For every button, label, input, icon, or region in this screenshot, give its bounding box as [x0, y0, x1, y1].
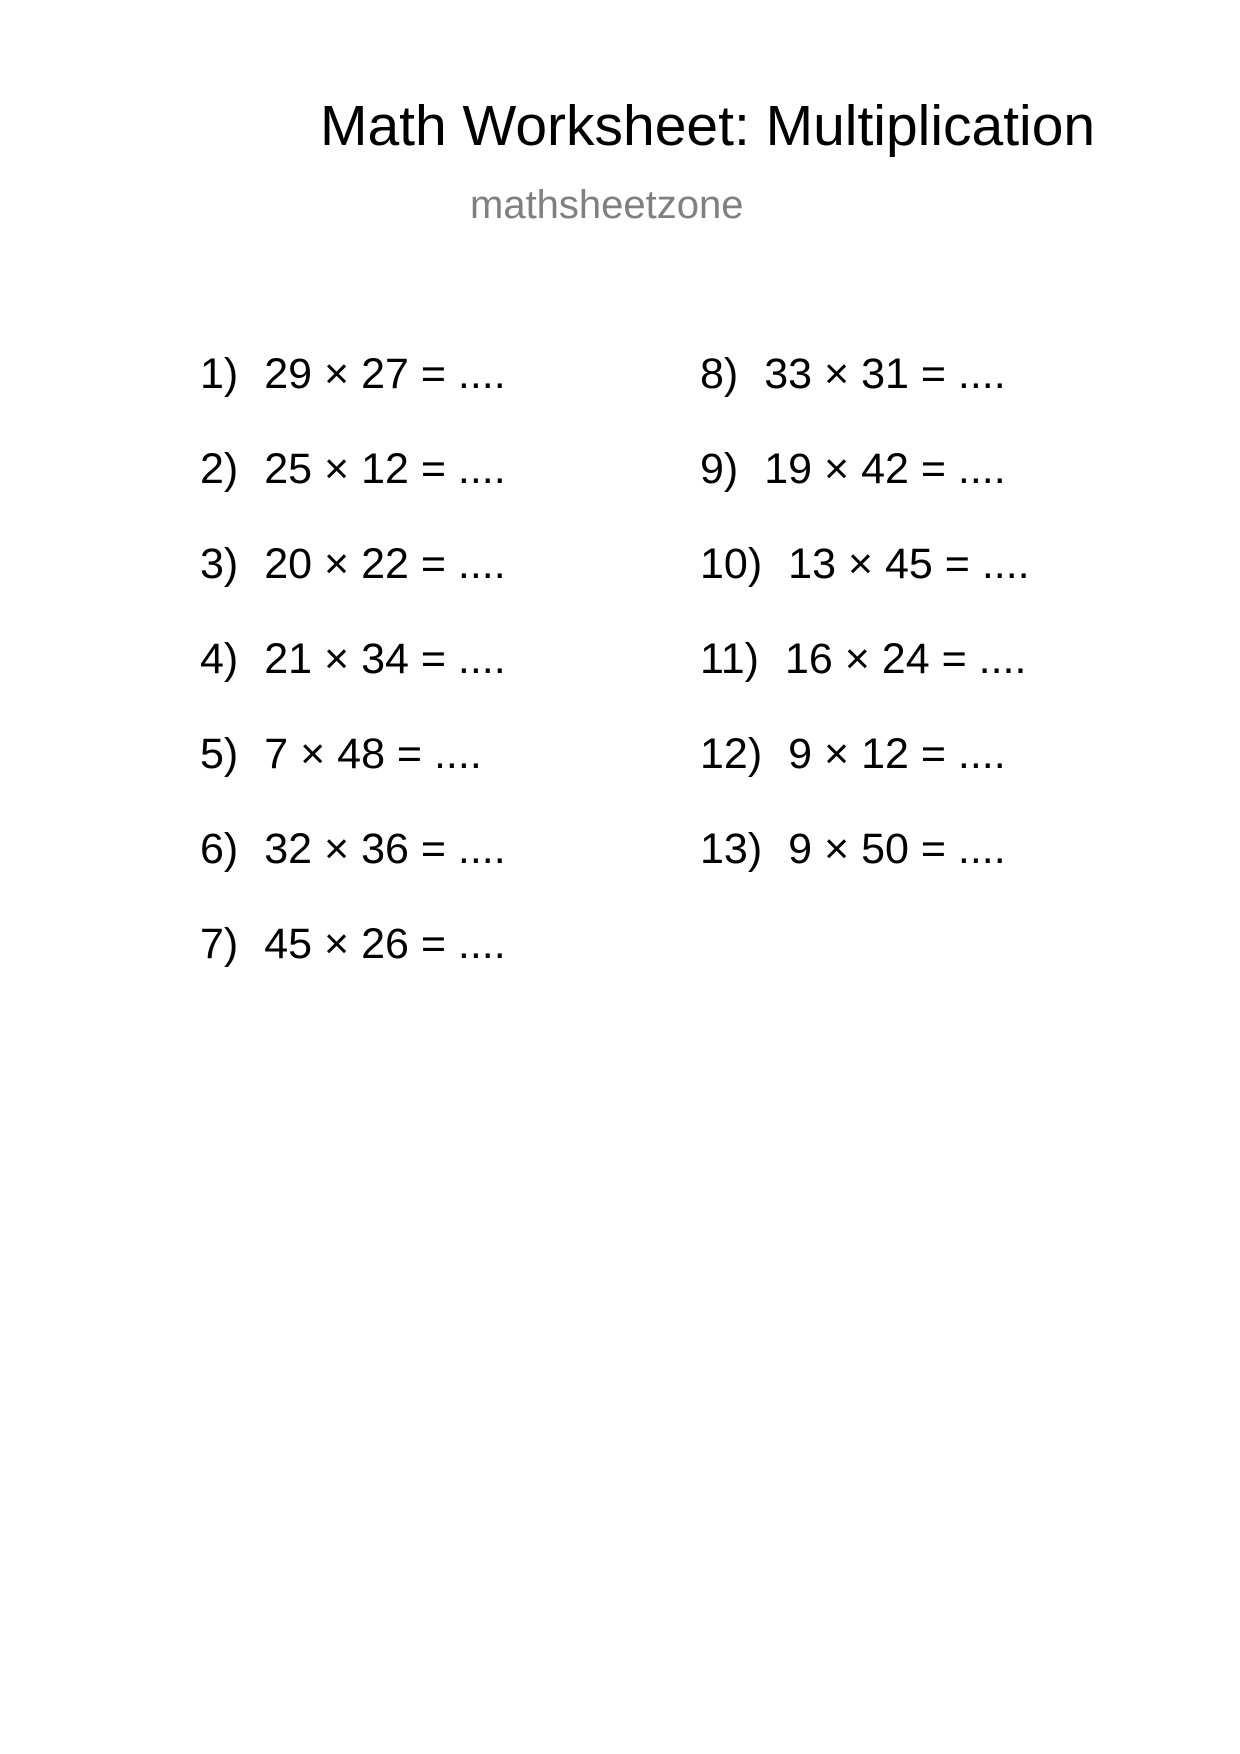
problem-number: 9) [700, 445, 739, 493]
problem-column-left [200, 350, 506, 1018]
problem-column-right [700, 350, 1030, 923]
problem-number: 13) [700, 825, 763, 873]
problem-expression: 45 × 26 = .... [264, 920, 506, 968]
problem-number: 10) [700, 540, 763, 588]
problem-expression: 7 × 48 = .... [264, 730, 482, 778]
problem-number: 3) [200, 540, 239, 588]
problem-number: 11) [700, 635, 759, 683]
worksheet-source: mathsheetzone [470, 183, 744, 227]
problem-expression: 19 × 42 = .... [764, 445, 1006, 493]
problem-expression: 21 × 34 = .... [264, 635, 506, 683]
problem-item [700, 730, 1030, 828]
problem-number: 1) [200, 350, 239, 398]
problem-expression: 9 × 50 = .... [788, 825, 1006, 873]
problem-item [200, 920, 506, 1018]
problem-expression: 29 × 27 = .... [264, 350, 506, 398]
problem-item [200, 350, 506, 448]
problem-item [700, 825, 1030, 923]
problem-number: 8) [700, 350, 739, 398]
problem-item [700, 350, 1030, 448]
problem-expression: 13 × 45 = .... [788, 540, 1030, 588]
problem-item [200, 540, 506, 638]
problem-item [200, 825, 506, 923]
problem-expression: 25 × 12 = .... [264, 445, 506, 493]
problem-number: 7) [200, 920, 239, 968]
problem-expression: 33 × 31 = .... [764, 350, 1006, 398]
problem-number: 6) [200, 825, 239, 873]
problem-expression: 32 × 36 = .... [264, 825, 506, 873]
problem-item [200, 635, 506, 733]
problem-expression: 20 × 22 = .... [264, 540, 506, 588]
problem-item [200, 730, 506, 828]
worksheet-title: Math Worksheet: Multiplication [320, 94, 1096, 158]
problem-item [700, 445, 1030, 543]
problem-item [200, 445, 506, 543]
problem-number: 12) [700, 730, 763, 778]
problem-item [700, 635, 1030, 733]
problem-number: 5) [200, 730, 239, 778]
problem-item [700, 540, 1030, 638]
problem-number: 4) [200, 635, 239, 683]
problem-expression: 9 × 12 = .... [788, 730, 1006, 778]
problem-expression: 16 × 24 = .... [784, 635, 1027, 683]
problem-number: 2) [200, 445, 239, 493]
